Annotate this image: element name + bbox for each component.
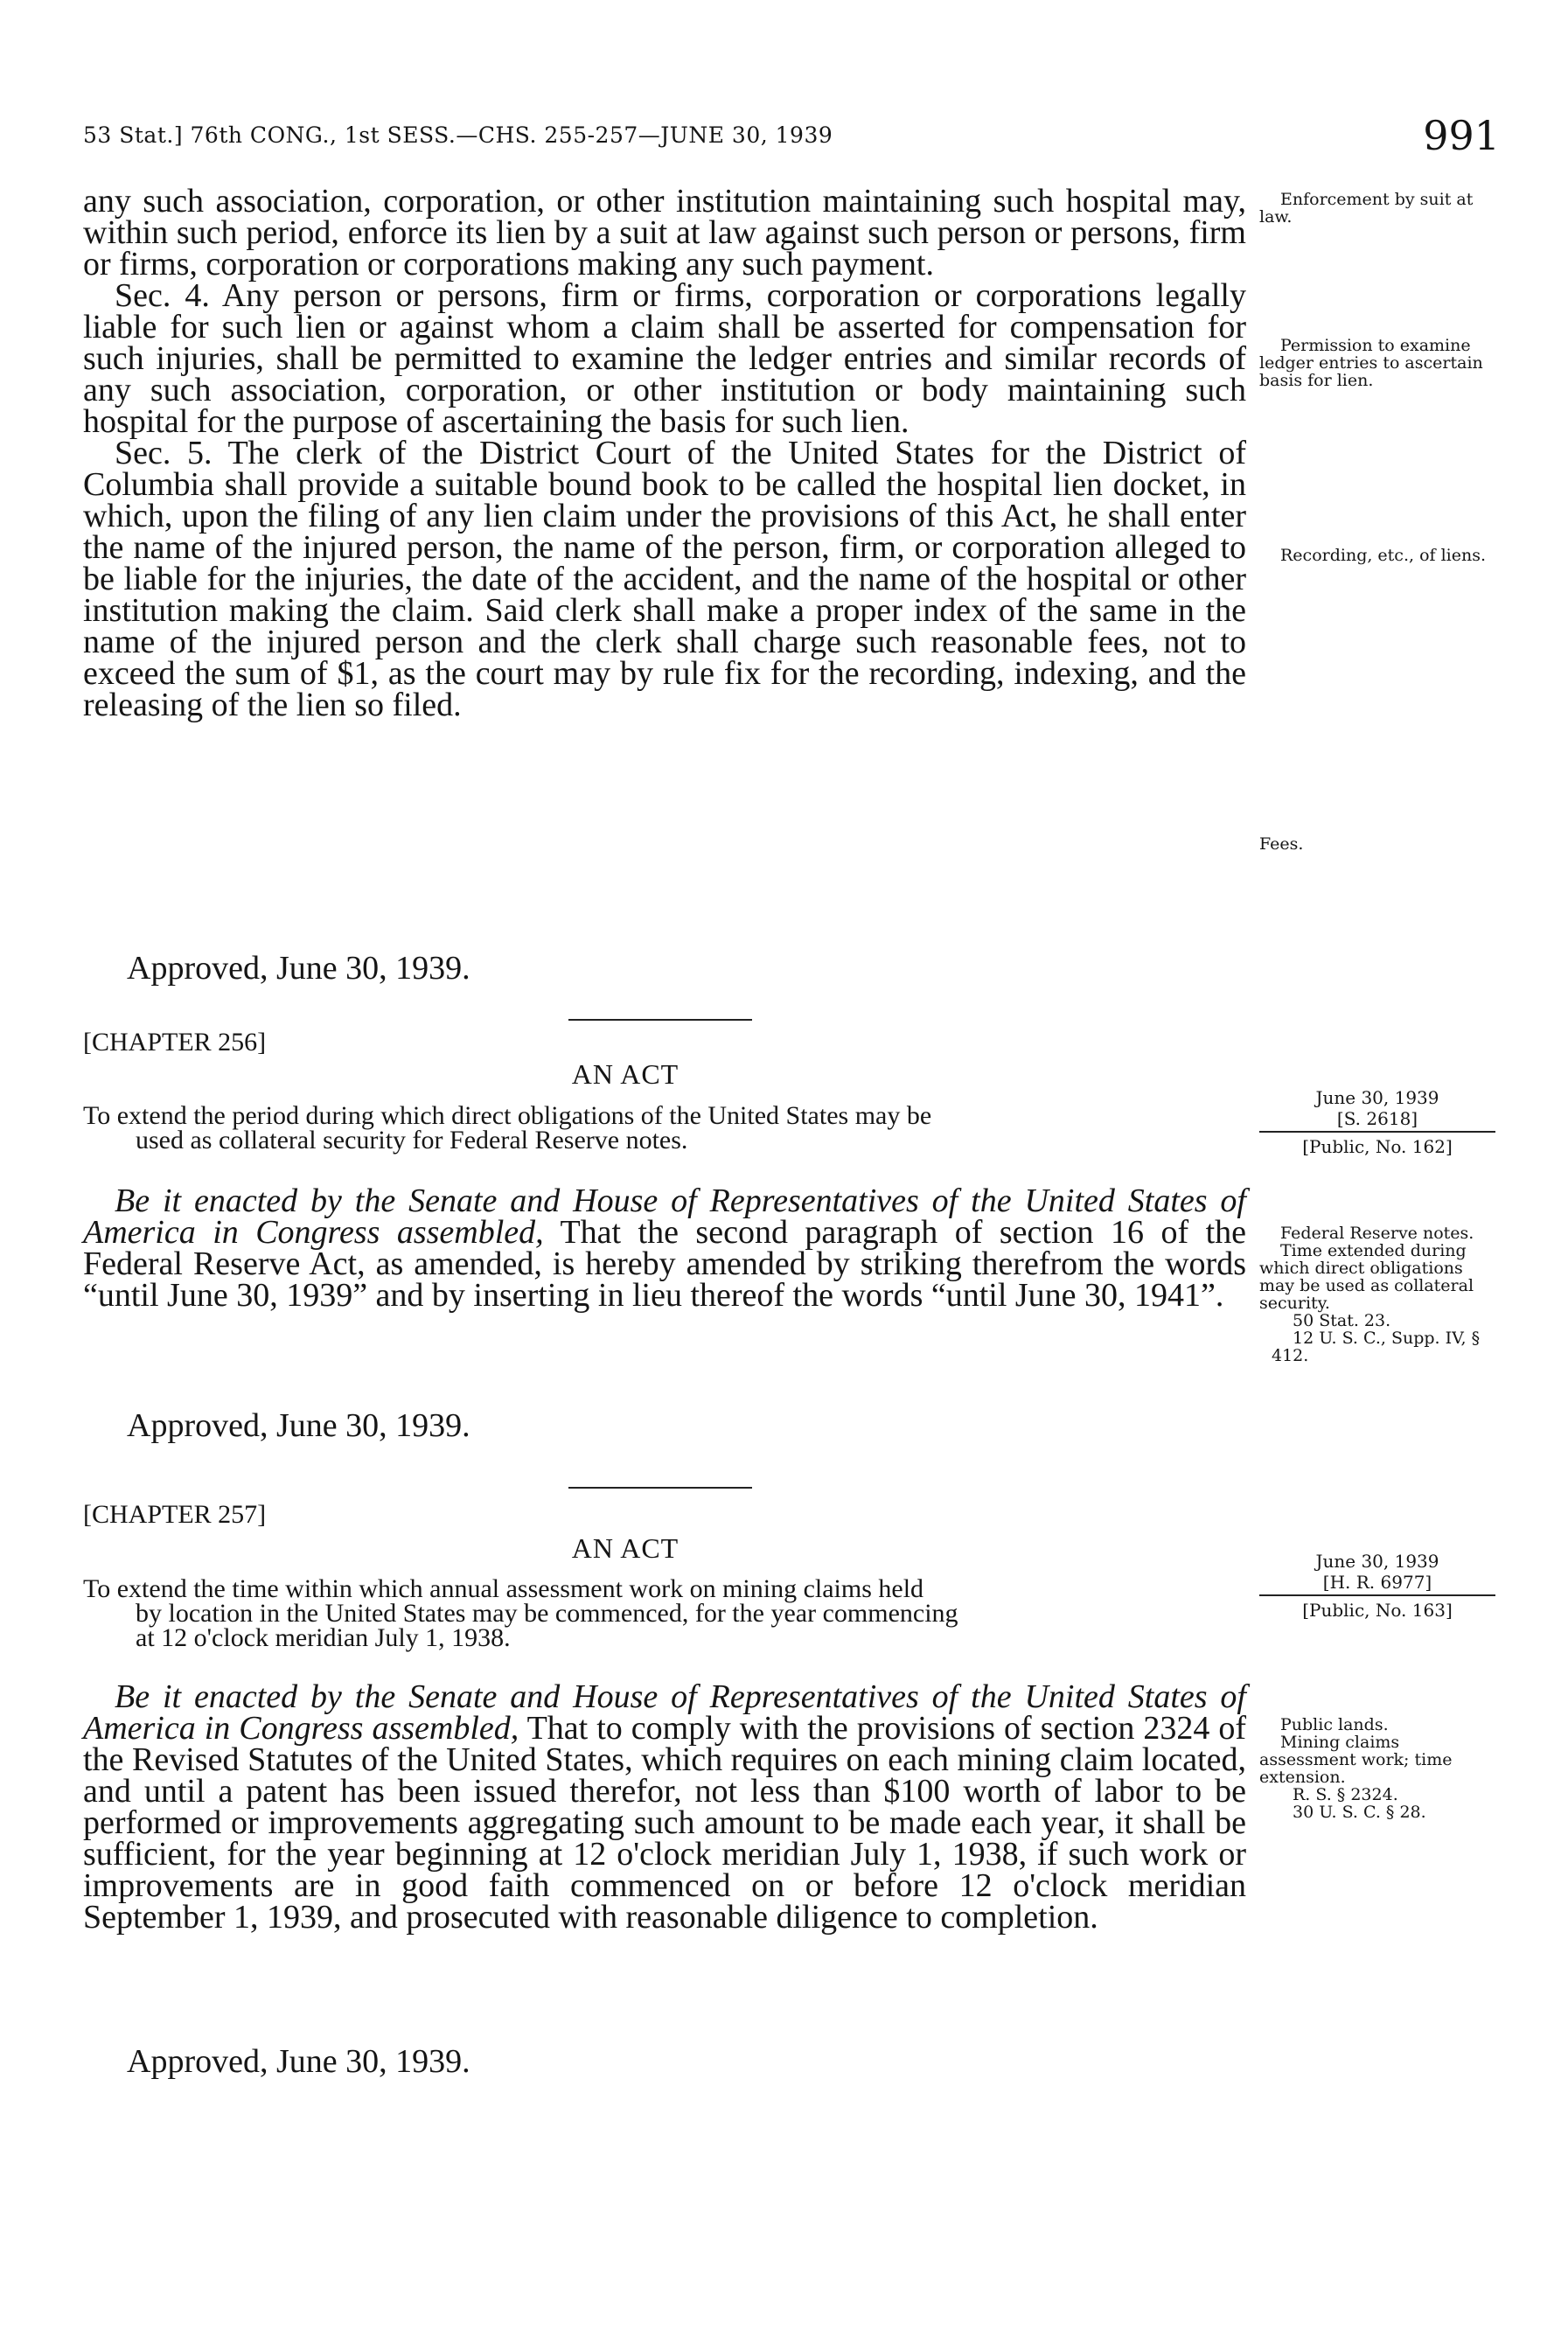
chapter-257-label: [CHAPTER 257] <box>83 1500 267 1529</box>
separator-rule <box>568 1487 752 1489</box>
chapter-256-text <box>83 1182 1246 1314</box>
margin-note-public-lands: Public lands. Mining claims assessment work; time extension. R. S. § 2324. 30 U. S. C. § 28. <box>1259 1715 1453 1822</box>
chapter-256-label: [CHAPTER 256] <box>83 1028 267 1057</box>
margin-note-fees: Fees. <box>1259 834 1304 854</box>
margin-note-recording: Recording, etc., of liens. <box>1280 546 1487 565</box>
chapter-255-text <box>83 185 1246 721</box>
margin-note-permission: Permission to examine ledger entries to ascertain basis for lien. <box>1259 336 1483 390</box>
section-5: Sec. 5. The clerk of the District Court of the United States for the District of Columbia shall provide a suitable bound book to be called the hospital lien docket, in which, upon the filing of any lien claim under the provisions of this Act, he shall enter the name of the injured person, the name of the person, firm, or corporation alleged to be liable for the injuries, the date of the accident, and the name of the hospital or other institution making the claim. Said clerk shall make a proper index of the same in the name of the injured person and the clerk shall charge such reasonable fees, not to exceed the sum of $1, as the court may by rule fix for the recording, indexing, and the releasing of the lien so filed. <box>83 435 1246 723</box>
running-head-text: 53 Stat.] 76th CONG., 1st SESS.—CHS. 255-257—JUNE 30, 1939 <box>83 122 833 148</box>
approved-257: Approved, June 30, 1939. <box>127 2043 470 2080</box>
running-head <box>83 112 1500 173</box>
enacting-clause: Be it enacted by the Senate and House of Representatives of the United States of America in Congress assembled, <box>83 1182 1246 1251</box>
approved-256: Approved, June 30, 1939. <box>127 1407 470 1444</box>
margin-note-federal-reserve: Federal Reserve notes. Time extended during which direct obligations may be used as collateral security. 50 Stat. 23. 12 U. S. C., Supp. IV, § 412. <box>1259 1224 1481 1365</box>
chapter-257-act-heading: AN ACT <box>571 1532 679 1564</box>
paragraph-continuation: any such association, corporation, or other institution maintaining such hospital may, within such period, enforce its lien by a suit at law against such person or persons, firm or firms, corporation or corporations making any such payment. <box>83 183 1246 283</box>
page-number: 991 <box>1423 112 1500 159</box>
chapter-257-body: That to comply with the provisions of section 2324 of the Revised Statutes of the United States, which requires on each mining claim located, and until a patent has been issued therefor, not less than $100 worth of labor to be performed or improvements aggregating such amount to be made each year, it shall be sufficient, for the year beginning at 12 o'clock meridian July 1, 1938, if such work or improvements are in good faith commenced on or before 12 o'clock meridian September 1, 1939, and prosecuted with reasonable diligence to completion. <box>83 1710 1246 1936</box>
enacting-clause: Be it enacted by the Senate and House of Representatives of the United States of America in Congress assembled, <box>83 1678 1246 1747</box>
section-4: Sec. 4. Any person or persons, firm or firms, corporation or corporations legally liable for such lien or against whom a claim shall be asserted for compensation for such injuries, shall be permitted to examine the ledger entries and similar records of any such association, corporation, or other institution or body maintaining such hospital for the purpose of ascertaining the basis for such lien. <box>83 277 1246 440</box>
chapter-256-title: To extend the period during which direct obligations of the United States may be used as collateral security for Federal Reserve notes. <box>83 1101 932 1155</box>
chapter-256-citation: June 30, 1939 [S. 2618] [Public, No. 162] <box>1259 1087 1495 1157</box>
chapter-256-body: That the second paragraph of section 16 of the Federal Reserve Act, as amended, is hereby amended by striking therefrom the words “until June 30, 1939” and by inserting in lieu thereof the words “until June 30, 1941”. <box>83 1214 1246 1314</box>
margin-note-enforcement: Enforcement by suit at law. <box>1259 190 1474 227</box>
chapter-257-title: To extend the time within which annual assessment work on mining claims held by location in the United States may be commenced, for the year commencing at 12 o'clock meridian July 1, 1938. <box>83 1574 958 1652</box>
approved-255: Approved, June 30, 1939. <box>127 950 470 987</box>
chapter-256-act-heading: AN ACT <box>571 1058 679 1090</box>
chapter-257-citation: June 30, 1939 [H. R. 6977] [Public, No. 163] <box>1259 1551 1495 1621</box>
chapter-257-text <box>83 1678 1246 1936</box>
separator-rule <box>568 1019 752 1021</box>
